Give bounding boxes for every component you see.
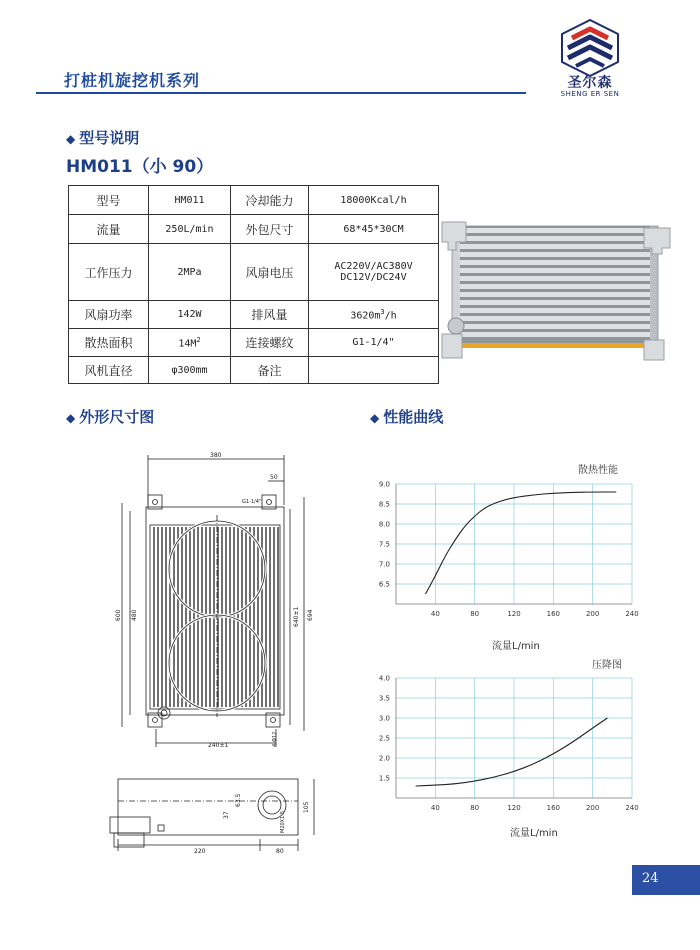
y-tick-label: 3.5 — [378, 694, 390, 703]
dim-105: 105 — [303, 801, 310, 813]
front-view — [122, 455, 304, 747]
area-sup: 2 — [196, 335, 201, 344]
pressure-drop-chart — [360, 670, 650, 840]
y-tick-label: 3.0 — [378, 714, 390, 723]
x-tick-label: 200 — [585, 804, 600, 812]
table-row — [69, 329, 439, 357]
dim-694: 694 — [307, 609, 314, 621]
spec-value: G1-1/4" — [309, 329, 439, 357]
product-photo — [438, 214, 674, 364]
x-tick-label: 240 — [625, 804, 639, 812]
section-performance — [370, 406, 443, 427]
series-line — [416, 718, 608, 786]
spec-label: 风扇电压 — [231, 244, 309, 301]
dim-380: 380 — [210, 452, 222, 459]
x-tick-label: 160 — [546, 610, 561, 618]
spec-value: 142W — [149, 301, 231, 329]
chart2-xlabel: 流量L/min — [510, 828, 558, 839]
diamond-bullet-icon: ◆ — [370, 411, 380, 425]
spec-label: 连接螺纹 — [231, 329, 309, 357]
dim-thread: M20X1.5 — [280, 810, 286, 833]
spec-value: 250L/min — [149, 215, 231, 244]
header-rule — [36, 92, 526, 94]
x-tick-label: 120 — [507, 804, 521, 812]
spec-value: φ300mm — [149, 357, 231, 384]
y-tick-label: 8.0 — [378, 520, 390, 529]
spec-value — [149, 329, 231, 357]
y-tick-label: 6.5 — [378, 580, 390, 589]
y-tick-label: 2.5 — [378, 734, 390, 743]
chart2-title: 压降图 — [592, 660, 622, 671]
spec-value — [309, 301, 439, 329]
spec-label: 型号 — [69, 186, 149, 215]
spec-value: 18000Kcal/h — [309, 186, 439, 215]
x-tick-label: 160 — [546, 804, 561, 812]
spec-label: 风机直径 — [69, 357, 149, 384]
x-tick-label: 200 — [585, 610, 600, 618]
spec-label: 冷却能力 — [231, 186, 309, 215]
table-row — [69, 244, 439, 301]
x-tick-label: 40 — [430, 804, 440, 812]
spec-label: 风扇功率 — [69, 301, 149, 329]
voltage-ac: AC220V/AC380V — [334, 261, 413, 272]
airflow-sup: 3 — [380, 307, 385, 316]
spec-value — [309, 357, 439, 384]
airflow-unit: /h — [384, 310, 397, 322]
x-tick-label: 40 — [430, 610, 440, 618]
table-row — [69, 301, 439, 329]
dim-640: 640±1 — [293, 606, 300, 627]
category-title: 打桩机旋挖机系列 — [64, 71, 201, 90]
y-tick-label: 8.5 — [378, 500, 390, 509]
dim-50: 50 — [270, 474, 278, 481]
diamond-bullet-icon: ◆ — [66, 411, 76, 425]
dim-g1: G1-1/4" — [242, 499, 262, 505]
model-name: HM011（小 90） — [66, 157, 214, 177]
spec-table — [68, 185, 439, 384]
dimension-drawing — [100, 445, 340, 860]
logo-text-cn: 圣尔森 — [567, 75, 613, 91]
page-number: 24 — [642, 871, 659, 886]
x-tick-label: 80 — [470, 804, 480, 812]
heat-performance-chart — [360, 476, 650, 646]
dim-240: 240±1 — [208, 742, 229, 749]
section-performance-label: 性能曲线 — [383, 408, 444, 426]
spec-label: 排风量 — [231, 301, 309, 329]
spec-label: 散热面积 — [69, 329, 149, 357]
section-dimensions-label: 外形尺寸图 — [79, 408, 155, 426]
table-row — [69, 215, 439, 244]
spec-value — [309, 244, 439, 301]
dim-63-5: 63.5 — [235, 793, 242, 807]
dim-37: 37 — [223, 811, 230, 819]
table-row — [69, 186, 439, 215]
spec-value: 68*45*30CM — [309, 215, 439, 244]
y-tick-label: 1.5 — [378, 774, 390, 783]
dim-220: 220 — [194, 848, 206, 855]
y-tick-label: 9.0 — [378, 480, 390, 489]
dim-600: 600 — [115, 609, 122, 621]
section-model-desc-label: 型号说明 — [79, 129, 140, 147]
spec-label: 备注 — [231, 357, 309, 384]
airflow-value: 3620m — [350, 310, 381, 322]
chart1-xlabel: 流量L/min — [492, 641, 540, 652]
diamond-bullet-icon: ◆ — [66, 132, 76, 146]
spec-label: 流量 — [69, 215, 149, 244]
spec-value: HM011 — [149, 186, 231, 215]
x-tick-label: 120 — [507, 610, 521, 618]
section-dimensions — [66, 406, 154, 427]
voltage-dc: DC12V/DC24V — [340, 272, 407, 283]
company-logo — [548, 16, 632, 78]
spec-label: 外包尺寸 — [231, 215, 309, 244]
dim-4x12: 4-Φ12 — [272, 731, 278, 747]
spec-value: 2MPa — [149, 244, 231, 301]
dim-480: 480 — [131, 609, 138, 621]
x-tick-label: 80 — [470, 610, 480, 618]
x-tick-label: 240 — [625, 610, 639, 618]
spec-label: 工作压力 — [69, 244, 149, 301]
y-tick-label: 4.0 — [378, 674, 390, 683]
area-value: 14M — [178, 338, 197, 350]
dim-80: 80 — [276, 848, 284, 855]
y-tick-label: 2.0 — [378, 754, 390, 763]
series-line — [426, 492, 617, 594]
section-model-desc — [66, 127, 139, 148]
logo-text-en: SHENG ER SEN — [560, 90, 620, 98]
y-tick-label: 7.0 — [378, 560, 390, 569]
chart1-title: 散热性能 — [578, 465, 618, 476]
y-tick-label: 7.5 — [378, 540, 390, 549]
table-row — [69, 357, 439, 384]
